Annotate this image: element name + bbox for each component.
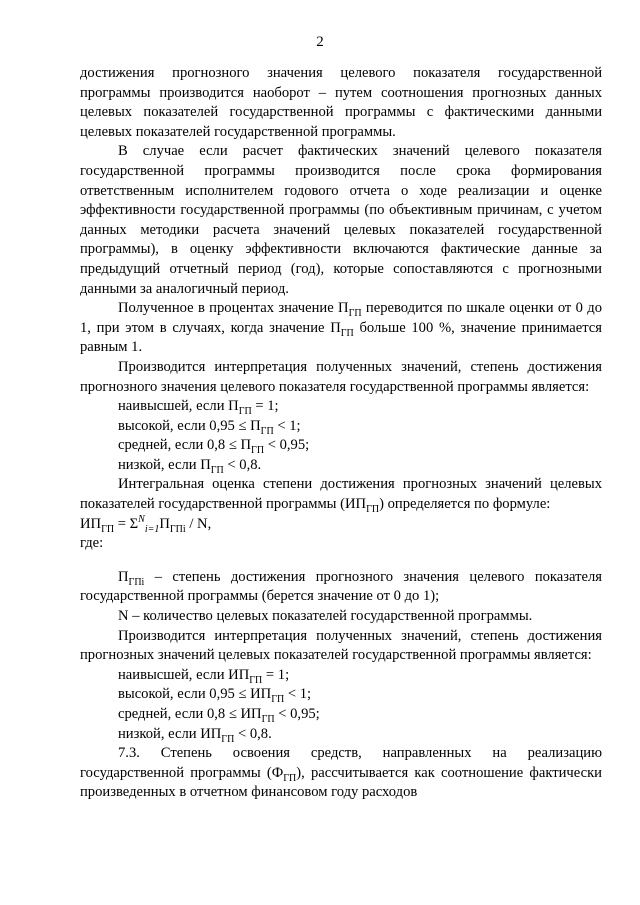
paragraph-interpretation: Производится интерпретация полученных значений, степень достижения прогнозного значения целевого показателя государственной программы является: bbox=[80, 358, 602, 395]
formula: $ИП_{ГП} = \Sigma^N_{i=1}П_{ГПi} / N$, bbox=[80, 513, 212, 535]
document-body bbox=[80, 64, 602, 803]
list-item: наивысшей, если $ИП_{ГП} = 1$; bbox=[118, 666, 290, 686]
definition-p: $П_{ГПi}$ – степень достижения прогнозного значения целевого показателя государственной программы (берется значение от 0 до 1); bbox=[80, 568, 602, 605]
list-item: наивысшей, если $П_{ГП} = 1$; bbox=[118, 398, 279, 417]
list-item: низкой, если $ИП_{ГП} < 0,8$. bbox=[118, 725, 272, 745]
paragraph-scale: Полученное в процентах значение $П_{ГП}$ переводится по шкале оценки от 0 до 1, при этом в случаях, когда значение $П_{ГП}$ больше 100 %, значение принимается равным 1. bbox=[80, 300, 602, 356]
where-label: где: bbox=[80, 535, 104, 552]
page-number: 2 bbox=[316, 34, 324, 50]
list-item: высокой, если $0,95 \le ИП_{ГП} < 1$; bbox=[118, 686, 312, 706]
list-item: средней, если $0,8 \le ИП_{ГП} < 0,95$; bbox=[118, 706, 320, 725]
paragraph-integral: Интегральная оценка степени достижения прогнозных значений целевых показателей государственной программы $(ИП_{ГП})$ определяется по формуле: bbox=[80, 476, 602, 515]
paragraph-interpretation-integral: Производится интерпретация полученных значений, степень достижения прогнозных значений целевых показателей государственной программы является: bbox=[80, 627, 602, 664]
list-item: средней, если $0,8 \le П_{ГП} < 0,95$; bbox=[118, 437, 310, 457]
list-item: низкой, если $П_{ГП} < 0,8$. bbox=[118, 456, 262, 476]
paragraph-late-calculation: В случае если расчет фактических значений целевого показателя государственной программы производится после срока формирования ответственным исполнителем годового отчета о ходе реализации и оценке эффективности государственной программы (по объективным причинам, с учетом данных методики расчета значений целевых показателей государственной программы), в оценку эффективности включаются фактические данные за предыдущий отчетный период (год), которые сопоставляются с прогнозными данными за аналогичный период. bbox=[80, 143, 602, 297]
paragraph-continuation: достижения прогнозного значения целевого показателя государственной программы производится наоборот – путем соотношения прогнозных данных целевых показателей государственной программы с фактическими данными целевых показателей государственной программы. bbox=[80, 65, 602, 140]
list-item: высокой, если $0,95 \le П_{ГП} < 1$; bbox=[118, 417, 301, 437]
paragraph-section-7-3: 7.3. Степень освоения средств, направленных на реализацию государственной программы $(Ф_{ГП})$, рассчитывается как соотношение фактически произведенных в отчетном финансовом году расходов bbox=[80, 745, 602, 801]
definition-n: N – количество целевых показателей государственной программы. bbox=[118, 608, 533, 625]
